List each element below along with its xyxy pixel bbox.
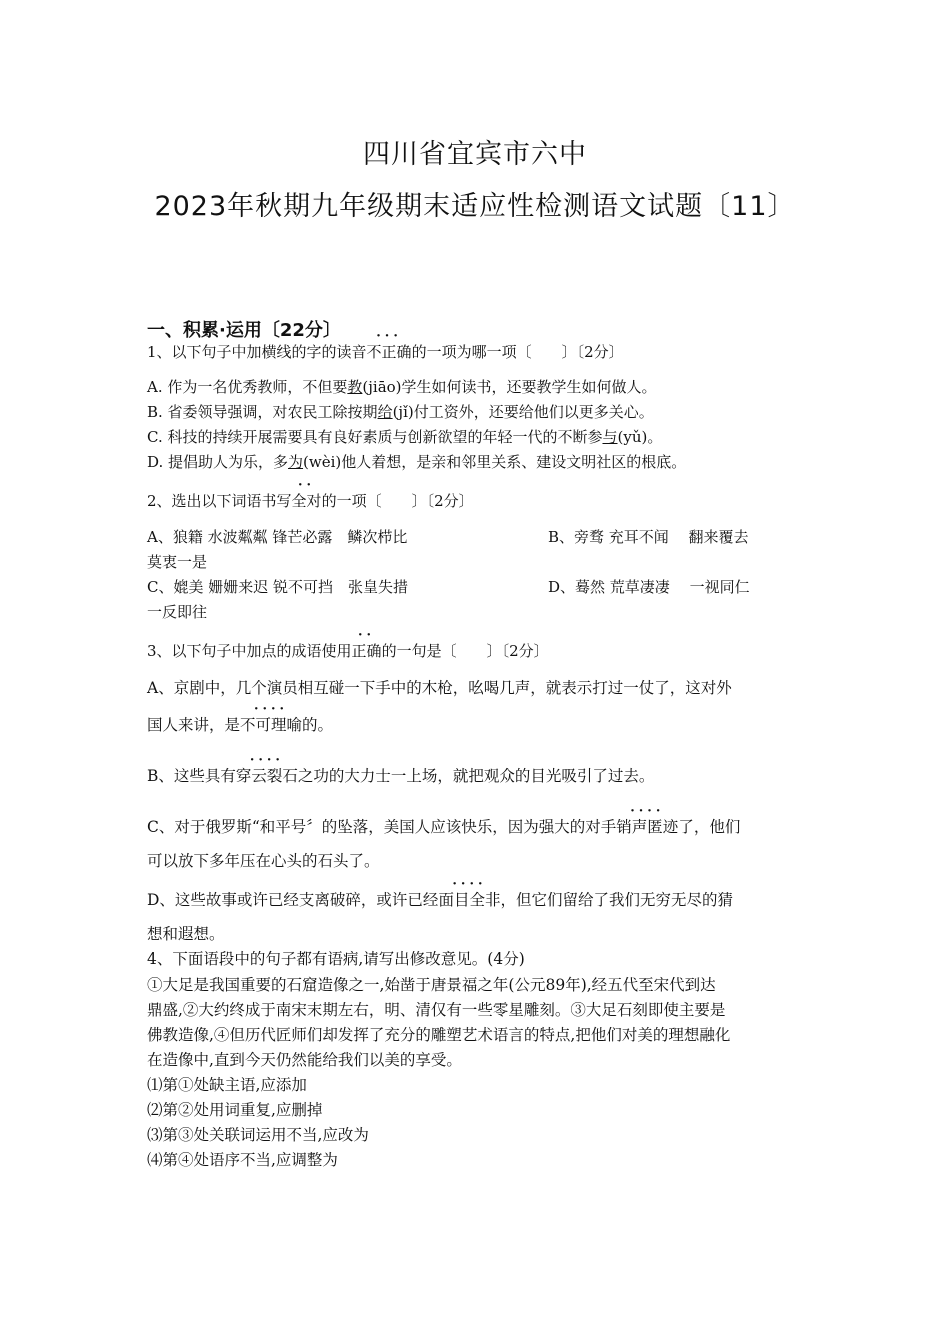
q4-subquestion-4: ⑷第④处语序不当,应调整为 xyxy=(147,1151,338,1169)
q3-option-d-line1: D、这些故事或许已经支离破碎，或许已经···· 面目全非，但它们留给了我们无穷无尽的猜 xyxy=(147,888,733,910)
school-title: 四川省宜宾市六中 xyxy=(363,139,587,170)
q4-subquestion-2: ⑵第②处用词重复,应删掉 xyxy=(147,1101,323,1119)
q3-b-idiom: ···· 穿云裂石 xyxy=(236,767,298,785)
q3-emphasis: ·· 正确 xyxy=(352,642,382,660)
q3-stem: 3、以下句子中加点的成语使用·· 正确的一句是〔 〕〔2分〕 xyxy=(147,640,549,661)
q1-d-underlined: 为 xyxy=(288,453,304,471)
exam-title: 2023年秋期九年级期末适应性检测语文试题〔11〕 xyxy=(154,191,796,222)
q3-option-c-line2: 可以放下多年压在心头的石头了。 xyxy=(147,852,380,870)
q2-option-b: B、旁骛 充耳不闻 翻来覆去 xyxy=(548,528,749,546)
q4-stem: 4、下面语段中的句子都有语病,请写出修改意见。(4分) xyxy=(147,950,525,968)
q2-option-c-cont: 一反即往 xyxy=(147,603,208,621)
q3-option-a-line1: A、京剧中，几个演员相互碰一下手中的木枪，吆喝几声，就表示打过一仗了，这对外 xyxy=(147,679,732,697)
q2-option-a-cont: 莫衷一是 xyxy=(147,553,208,571)
q4-passage-line1: ①大足是我国重要的石窟造像之一,始凿于唐景福之年(公元89年),经五代至宋代到达 xyxy=(147,976,716,994)
q2-option-a: A、狼籍 水波粼粼 锋芒必露 鳞次栉比 xyxy=(147,528,408,546)
q3-option-a-line2: 国人来讲，是···· 不可理喻的。 xyxy=(147,713,333,735)
q2-emphasis: ·· 全对 xyxy=(292,492,322,510)
q1-option-d: D. 提倡助人为乐，多为(wèi)他人着想，是亲和邻里关系、建设文明社区的根底。 xyxy=(147,453,687,471)
q4-subquestion-3: ⑶第③处关联词运用不当,应改为 xyxy=(147,1126,369,1144)
q1-option-b: B. 省委领导强调，对农民工除按期给(jǐ)付工资外，还要给他们以更多关心。 xyxy=(147,403,654,421)
section-heading: 一、积累·运用〔22分〕 xyxy=(147,320,341,341)
q1-option-a: A. 作为一名优秀教师，不但要教(jiāo)学生如何读书，还要教学生如何做人。 xyxy=(147,378,657,396)
q2-option-c: C、媲美 姗姗来迟 锐不可挡 张皇失措 xyxy=(147,578,409,596)
q3-option-d-line2: 想和遐想。 xyxy=(147,925,225,943)
q4-passage-line3: 佛教造像,④但历代匠师们却发挥了充分的雕塑艺术语言的特点,把他们对美的理想融化 xyxy=(147,1026,731,1044)
q3-a-idiom: ···· 不可理喻 xyxy=(240,716,302,734)
q3-option-b: B、这些具有···· 穿云裂石之功的大力士一上场，就把观众的目光吸引了过去。 xyxy=(147,764,654,786)
q1-c-underlined: 与 xyxy=(602,428,618,446)
q1-a-underlined: 教 xyxy=(347,378,363,396)
q3-d-idiom: ···· 面目全非 xyxy=(438,891,500,909)
q3-option-c-line1: C、对于俄罗斯“和平号〞的坠落，美国人应该快乐，因为强大的对手···· 销声匿迹了，他们 xyxy=(147,815,740,837)
q3-c-idiom: ···· 销声匿迹 xyxy=(616,818,678,836)
q1-b-underlined: 给 xyxy=(377,403,393,421)
q2-option-d: D、蓦然 荒草凄凄 一视同仁 xyxy=(548,578,750,596)
q1-option-c: C. 科技的持续开展需要具有良好素质与创新欲望的年轻一代的不断参与(yǔ)。 xyxy=(147,428,663,446)
q4-subquestion-1: ⑴第①处缺主语,应添加 xyxy=(147,1076,307,1094)
q4-passage-line2: 鼎盛,②大约终成于南宋末期左右，明、清仅有一些零星雕刻。③大足石刻即使主要是 xyxy=(147,1001,726,1019)
q4-passage-line4: 在造像中,直到今天仍然能给我们以美的享受。 xyxy=(147,1051,462,1069)
q2-stem: 2、选出以下词语书写·· 全对的一项〔 〕〔2分〕 xyxy=(147,490,474,511)
q1-stem: 1、以下句子中加横线的字的读音··· 不正确的一项为哪一项〔 〕〔2分〕 xyxy=(147,341,624,362)
q1-emphasis: ··· 不正确 xyxy=(367,343,412,361)
